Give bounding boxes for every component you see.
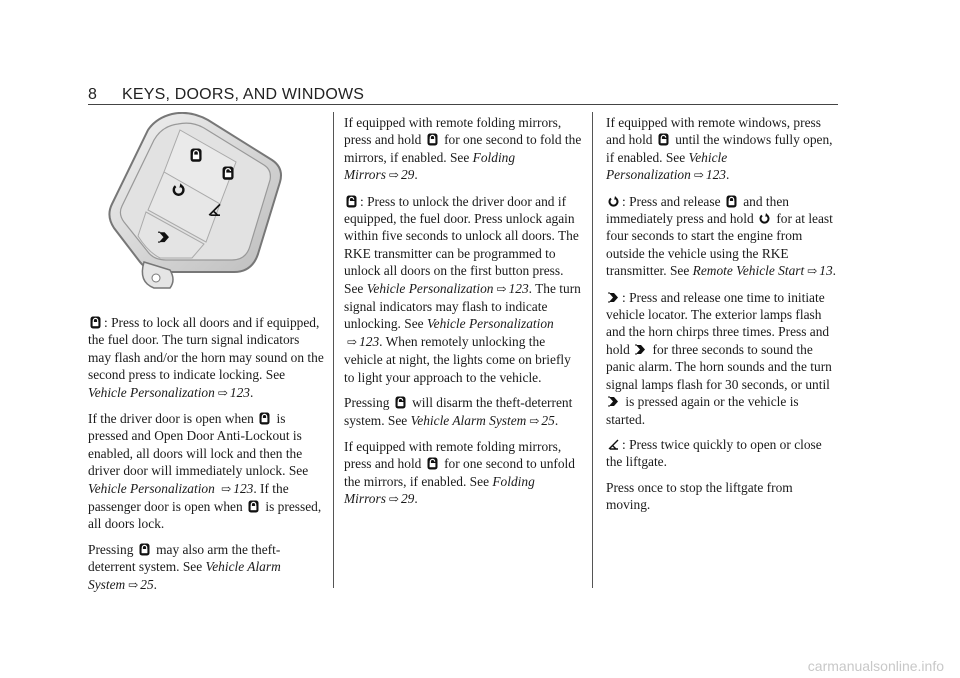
column-divider [333, 112, 334, 588]
page-header [88, 86, 364, 104]
page-number: 8 [88, 86, 98, 103]
unlock-icon [395, 396, 406, 409]
remote-start-description: : Press and release and then immediately press and hold for at least four seconds to start the engine from outside the vehicle using the RKE transmitter. See Remote Vehicle Start ⇨ 13. [606, 193, 837, 279]
column-divider [592, 112, 593, 588]
column-1 [88, 314, 324, 602]
vehicle-locator-icon [608, 395, 619, 408]
lock-icon [427, 133, 438, 146]
watermark: carmanualsonline.info [807, 658, 944, 674]
header-rule [88, 104, 838, 105]
key-fob-illustration [108, 112, 284, 292]
fold-mirrors: If equipped with remote folding mirrors, press and hold for one second to fold the mirrors, if enabled. See Folding Mirrors ⇨ 29. [344, 115, 582, 183]
lock-icon [248, 500, 259, 513]
lock-icon [139, 543, 150, 556]
vehicle-locator-icon [608, 291, 619, 304]
liftgate-stop: Press once to stop the liftgate from moving. [606, 479, 793, 513]
remote-windows: If equipped with remote windows, press and hold until the windows fully open, if enabled. See Vehicle Personalization ⇨ 123. [606, 115, 833, 183]
arm-theft-deterrent: Pressing may also arm the theft-deterrent system. See Vehicle Alarm System ⇨ 25. [88, 541, 281, 592]
vehicle-locator-description: : Press and release one time to initiate vehicle locator. The exterior lamps flash and the horn chirps three times. Press and hold for three seconds to sound the panic alarm. The horn sounds and the turn signal lamps flash for 30 seconds, or until is pressed again or the vehicle is started. [606, 289, 832, 427]
lock-icon [726, 195, 737, 208]
open-door-anti-lockout: If the driver door is open when is pressed and Open Door Anti-Lockout is enabled, all doors will lock and then the driver door will immediately unlock. See Vehicle Personalization ⇨ 123. If the passenger door is open when is pressed, all doors lock. [88, 411, 322, 532]
liftgate-icon [608, 438, 619, 451]
unfold-mirrors: If equipped with remote folding mirrors, press and hold for one second to unfold the mirrors, if enabled. See Folding Mirrors ⇨ 29. [344, 438, 575, 507]
column-2 [344, 114, 582, 517]
liftgate-description: : Press twice quickly to open or close the liftgate. [606, 436, 822, 470]
lock-description: : Press to lock all doors and if equipped, the fuel door. The turn signal indicators may flash and/or the horn may sound on the second press to indicate locking. See Vehicle Personalization ⇨ 123. [88, 315, 324, 400]
vehicle-locator-icon [635, 343, 646, 356]
column-3 [606, 114, 838, 522]
unlock-icon [658, 133, 669, 146]
unlock-icon [346, 195, 357, 208]
disarm-theft-deterrent: Pressing will disarm the theft-deterrent system. See Vehicle Alarm System ⇨ 25. [344, 395, 573, 428]
unlock-icon [427, 457, 438, 470]
lock-icon [90, 316, 101, 329]
lock-icon [259, 412, 270, 425]
remote-start-icon [759, 212, 770, 225]
unlock-description: : Press to unlock the driver door and if equipped, the fuel door. Press unlock again within five seconds to unlock all doors. The RKE transmitter can be programmed to unlock all doors on the first button press. See Vehicle Personalization ⇨ 123. The turn signal indicators may flash to indicate unlocking. See Vehicle Personalization ⇨ 123. When remotely unlocking the vehicle at night, the lights come on briefly to light your approach to the vehicle. [344, 193, 581, 385]
remote-start-icon [608, 195, 619, 208]
section-title: KEYS, DOORS, AND WINDOWS [122, 86, 365, 103]
